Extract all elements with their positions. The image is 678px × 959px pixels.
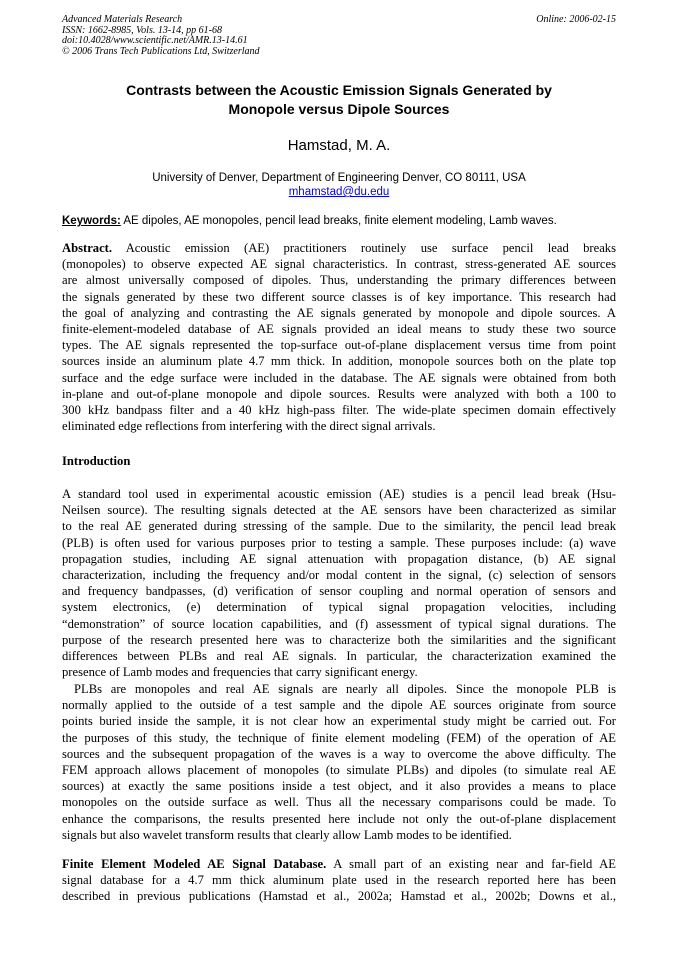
abstract (62, 240, 616, 434)
intro-line: presence of Lamb modes and frequencies that carry significant energy. (62, 665, 418, 680)
intro-line: sources and the subsequent propagation of the waves is a way to overcome the above difficulty. The (62, 746, 616, 761)
fem-line: signal database for a 4.7 mm thick aluminum plate used in the research reported here has been (62, 873, 616, 888)
intro-line: normally applied to the outside of a test sample and the dipole AE sources originate from source (62, 698, 616, 713)
title-line-1: Contrasts between the Acoustic Emission Signals Generated by (126, 82, 552, 98)
doi-line: doi:10.4028/www.scientific.net/AMR.13-14.61 (62, 35, 248, 46)
author-name: Hamstad, M. A. (287, 137, 391, 154)
intro-line: system electronics, (e) determination of typical signal propagation velocities, including (62, 600, 616, 615)
intro-line: points buried inside the sample, it is not clear how an experimental study might be carried out. For (62, 714, 616, 729)
abstract-line: Abstract. Acoustic emission (AE) practitioners routinely use surface pencil lead breaks (62, 241, 616, 255)
intro-line: A standard tool used in experimental acoustic emission (AE) studies is a pencil lead break (Hsu- (62, 487, 616, 501)
online-date: Online: 2006-02-15 (536, 14, 616, 25)
issn-line: ISSN: 1662-8985, Vols. 13-14, pp 61-68 (62, 24, 222, 36)
abstract-line: types. The AE signals represented the top-surface out-of-plane displacement versus time from point (62, 338, 616, 353)
abstract-label: Abstract. (62, 241, 113, 255)
keywords-label: Keywords: (62, 215, 121, 227)
fem-heading: Finite Element Modeled AE Signal Database. (62, 857, 327, 871)
fem-line: Finite Element Modeled AE Signal Database. A small part of an existing near and far-field AE (62, 857, 616, 871)
intro-line: monopoles on the outside surface as well. Thus all the necessary comparisons could be made. To (62, 795, 616, 810)
introduction-paragraph-2 (62, 681, 616, 843)
abstract-line: sources inside an aluminum plate 4.7 mm thick. In addition, monopole sources both on the plate top (62, 354, 616, 369)
intro-line: and frequency bandpasses, (d) verification of sensor coupling and normal operation of sensors and (62, 584, 616, 599)
abstract-line: (monopoles) to observe expected AE signal characteristics. In contrast, stress-generated AE sources (62, 257, 616, 272)
paper-title (62, 81, 616, 119)
introduction-heading: Introduction (62, 454, 131, 468)
abstract-line: 300 kHz bandpass filter and a 40 kHz high-pass filter. The wide-plate specimen domain effectively (62, 403, 616, 418)
abstract-line: the signals generated by these two different source classes is of key importance. This research had (62, 289, 616, 304)
abstract-line: eliminated edge reflections from interfering with the direct signal arrivals. (62, 419, 436, 434)
intro-line: enhance the comparisons, the results presented here include not only the out-of-plane displacement (62, 811, 616, 826)
intro-line: to the real AE generated during stressing of the sample. Due to the similarity, the pencil lead break (62, 519, 616, 534)
intro-line: the purposes of this study, the technique of finite element modeling (FEM) of the operation of AE (62, 730, 616, 745)
intro-line: differences between PLBs and real AE signals. In particular, the characterization examined the (62, 649, 616, 664)
abstract-line: finite-element-modeled database of AE signals provided an ideal means to study these two source (62, 322, 616, 337)
intro-line: “demonstration” of source location capabilities, and (f) assessment of typical signal durations. The (62, 616, 616, 631)
introduction-paragraph-1 (62, 486, 616, 680)
abstract-line: are almost universally composed of dipoles. Thus, understanding the primary differences between (62, 273, 616, 288)
journal-name: Advanced Materials Research (62, 14, 183, 25)
intro-line: purpose of the research presented here was to characterize both the similarities and the significant (62, 632, 616, 647)
intro-line: FEM approach allows placement of monopoles (to simulate PLBs) and dipoles (to simulate real AE (62, 763, 616, 778)
author-email-link[interactable]: mhamstad@du.edu (288, 186, 390, 198)
copyright-line: © 2006 Trans Tech Publications Ltd, Switzerland (62, 45, 260, 57)
intro-line: sources) at exactly the same positions inside a test object, and it also provides a means to place (62, 779, 616, 794)
intro-line: signals but also wavelet transform results that clearly allow Lamb modes to be identified. (62, 827, 512, 842)
intro-line: propagation studies, including AE signal attenuation with propagation distance, (b) AE signal (62, 551, 616, 566)
institution: University of Denver, Department of Engineering Denver, CO 80111, USA (152, 172, 526, 184)
intro-line: PLBs are monopoles and real AE signals are nearly all dipoles. Since the monopole PLB is (74, 682, 616, 696)
keywords-text: AE dipoles, AE monopoles, pencil lead breaks, finite element modeling, Lamb waves. (120, 215, 557, 227)
journal-header (62, 15, 616, 57)
intro-line: Neilsen source). The resulting signals detected at the AE sensors have been characterized as similar (62, 503, 616, 518)
abstract-line: the goal of analyzing and contrasting the AE signals generated by monopole and dipole sources. A (62, 305, 616, 320)
abstract-line: surface and the edge surface were included in the database. The AE signals were obtained from both (62, 370, 616, 385)
title-line-2: Monopole versus Dipole Sources (228, 101, 450, 117)
intro-line: characterization, including the frequency and/or modal content in the signal, (c) selection of sensors (62, 568, 616, 583)
fem-database-paragraph (62, 856, 616, 905)
affiliation (62, 171, 616, 199)
keywords (62, 214, 622, 228)
intro-line: (PLB) is often used for various purposes prior to testing a sample. These purposes include: (a) wave (62, 535, 616, 550)
abstract-line: in-plane and out-of-plane monopole and dipole sources. Results were analyzed with both a 100 to (62, 386, 616, 401)
fem-line: described in previous publications (Hamstad et al., 2002a; Hamstad et al., 2002b; Downs et al., (62, 889, 616, 904)
